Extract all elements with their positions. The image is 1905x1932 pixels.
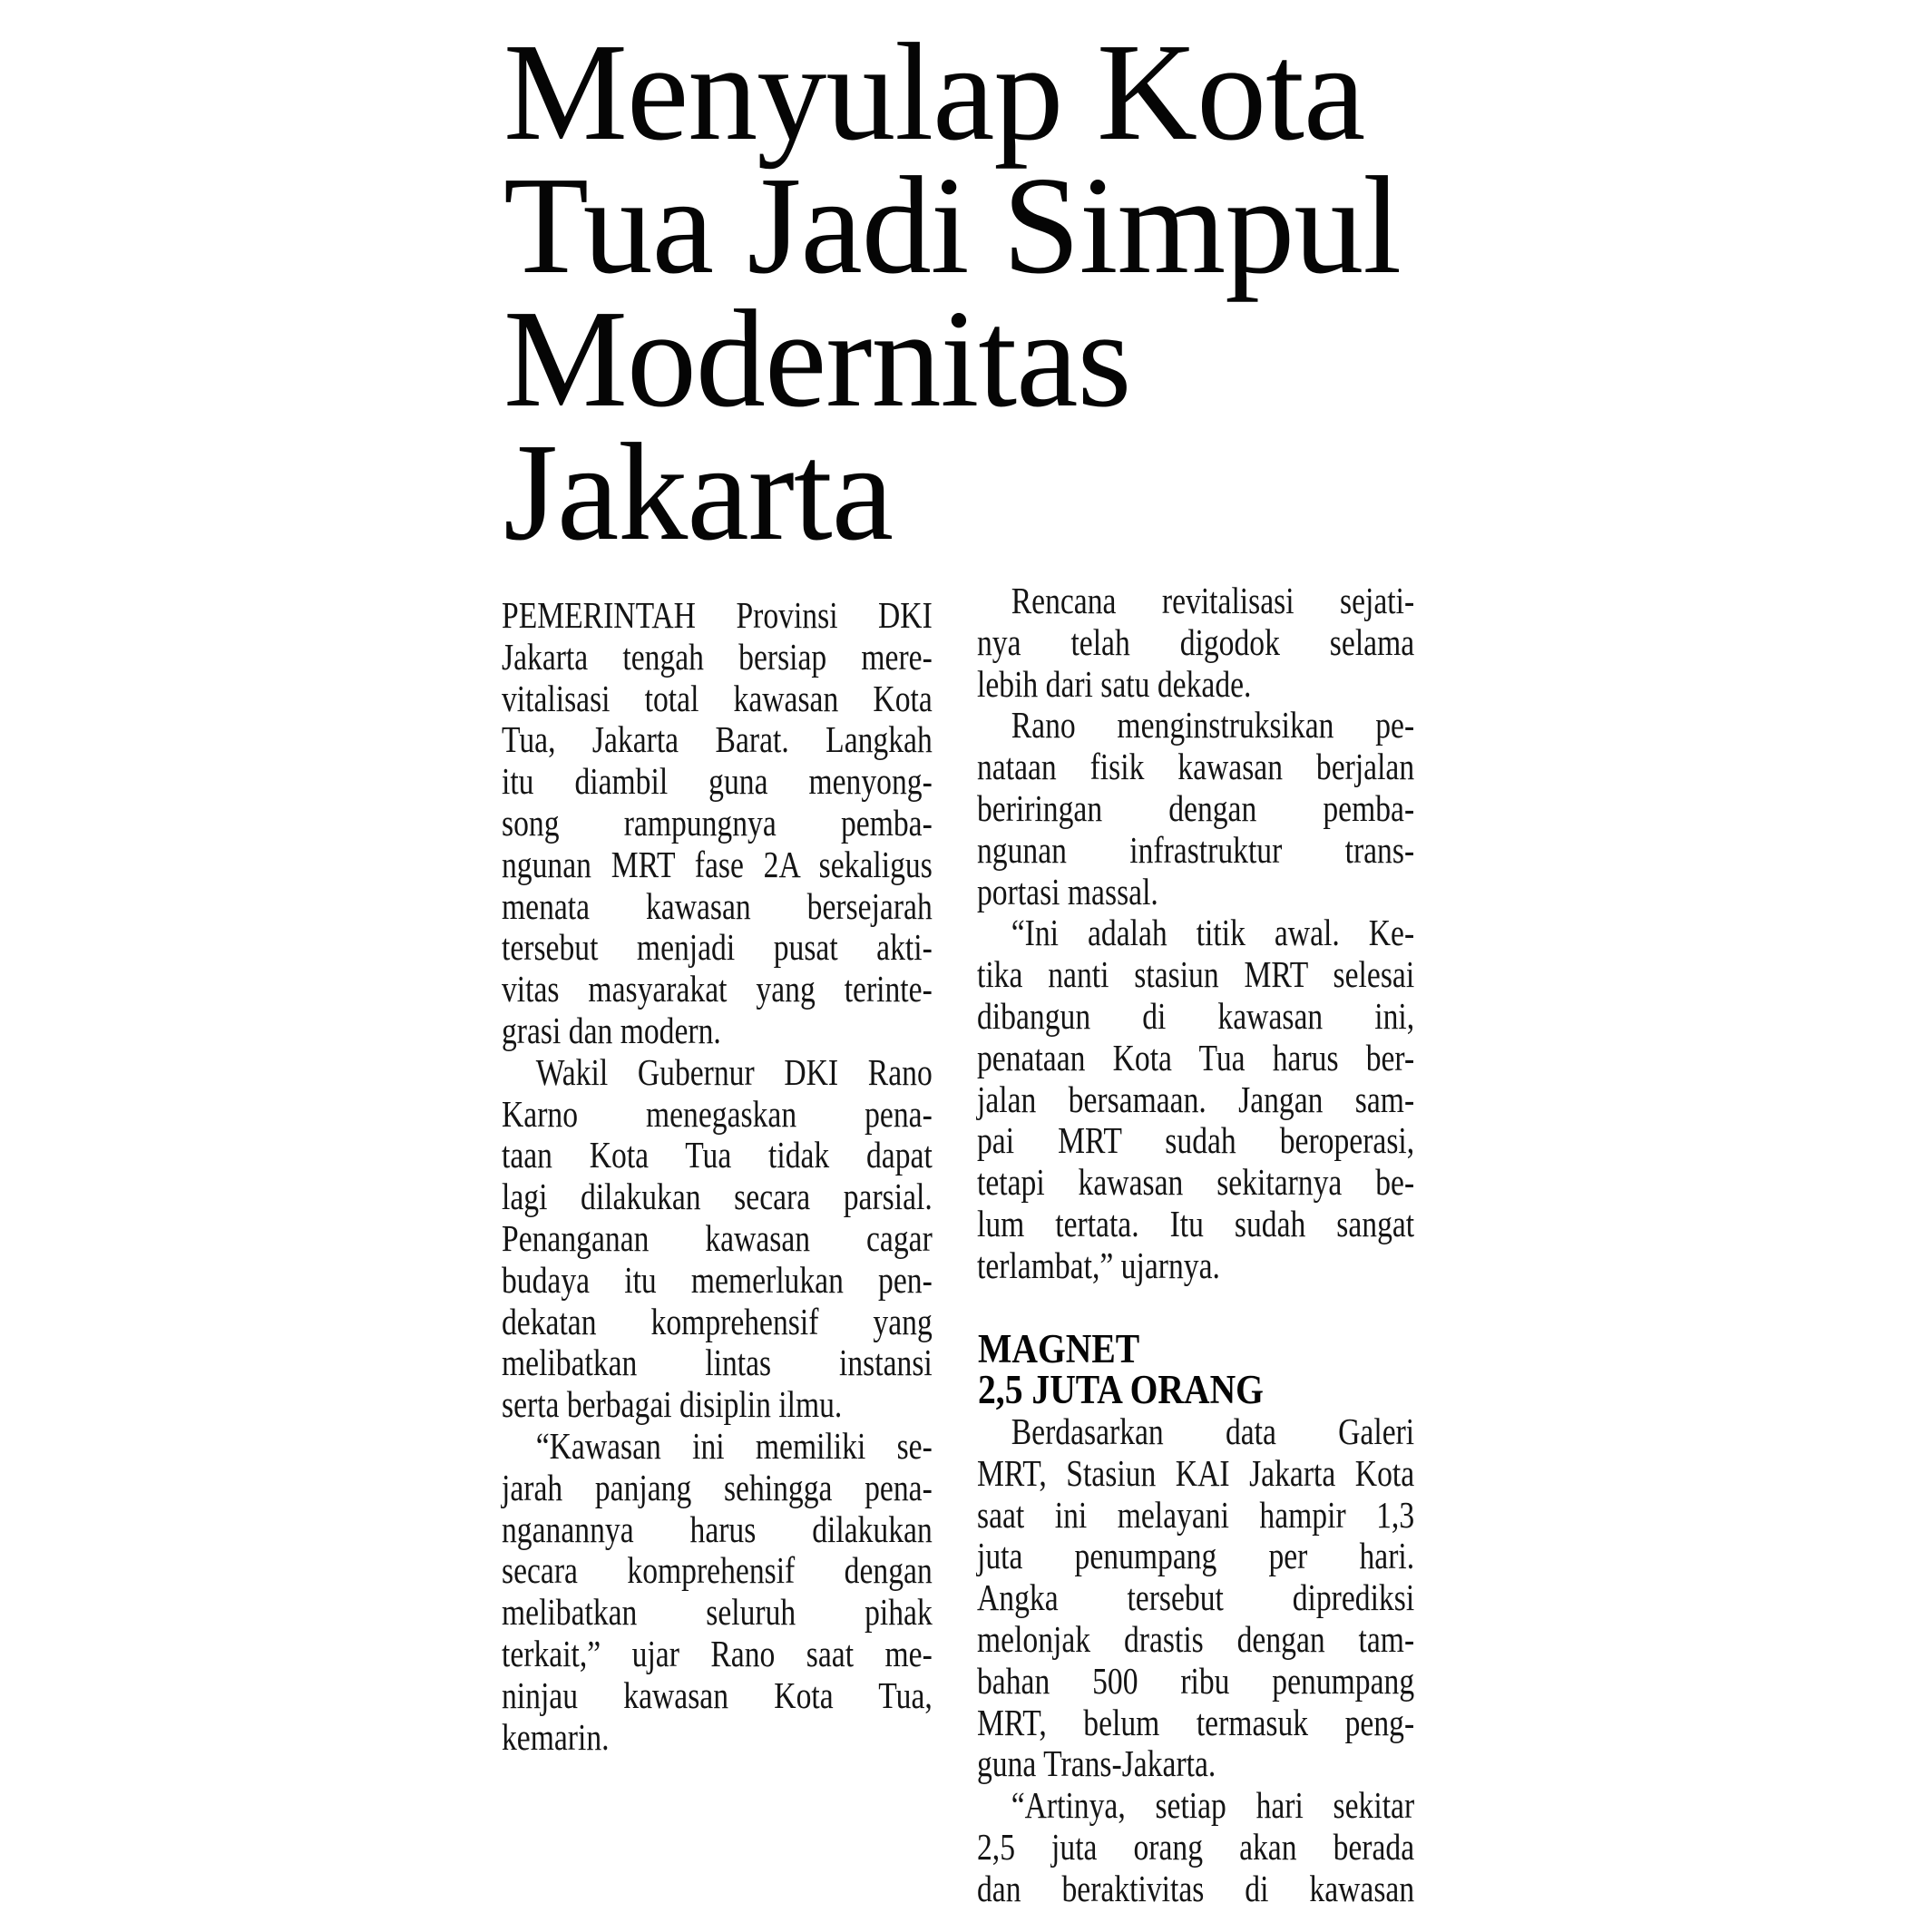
headline-line: Modernitas bbox=[503, 282, 1131, 436]
paragraph-line: “Artinya, setiap hari sekitar bbox=[1011, 1784, 1415, 1827]
paragraph-line: budaya itu memerlukan pen- bbox=[502, 1258, 933, 1301]
paragraph-line: melibatkan seluruh pihak bbox=[502, 1591, 933, 1634]
paragraph-line: bahan 500 ribu penumpang bbox=[977, 1659, 1415, 1702]
paragraph-line: secara komprehensif dengan bbox=[502, 1549, 933, 1592]
article-paragraph bbox=[502, 1426, 933, 1758]
paragraph-line: Angka tersebut diprediksi bbox=[977, 1576, 1415, 1619]
article-paragraph bbox=[977, 581, 1414, 705]
paragraph-line: ngunan MRT fase 2A sekaligus bbox=[502, 843, 933, 885]
paragraph-line: dibangun di kawasan ini, bbox=[977, 994, 1415, 1037]
article-column-2-bottom bbox=[977, 1411, 1414, 1910]
paragraph-line: Wakil Gubernur DKI Rano bbox=[535, 1050, 933, 1093]
paragraph-line: Rano menginstruksikan pe- bbox=[1011, 704, 1415, 746]
article-paragraph bbox=[502, 595, 933, 1052]
subheading-line: 2,5 JUTA ORANG bbox=[978, 1367, 1264, 1412]
paragraph-line: Jakarta tengah bersiap mere- bbox=[502, 635, 933, 678]
paragraph-line: terkait,” ujar Rano saat me- bbox=[502, 1632, 933, 1674]
paragraph-line: pai MRT sudah beroperasi, bbox=[977, 1119, 1415, 1162]
paragraph-line: “Kawasan ini memiliki se- bbox=[535, 1424, 933, 1467]
paragraph-line: nganannya harus dilakukan bbox=[502, 1508, 933, 1550]
paragraph-line: jarah panjang sehingga pena- bbox=[502, 1466, 933, 1508]
article-paragraph bbox=[977, 1411, 1414, 1785]
paragraph-line: beriringan dengan pemba- bbox=[977, 786, 1415, 829]
paragraph-line: “Ini adalah titik awal. Ke- bbox=[1011, 912, 1415, 954]
paragraph-line: grasi dan modern. bbox=[502, 1009, 721, 1051]
paragraph-line: dan beraktivitas di kawasan bbox=[977, 1867, 1415, 1909]
paragraph-line: Karno menegaskan pena- bbox=[502, 1092, 933, 1135]
paragraph-line: melonjak drastis dengan tam- bbox=[977, 1617, 1415, 1660]
paragraph-line: guna Trans-Jakarta. bbox=[977, 1742, 1216, 1785]
paragraph-line: terlambat,” ujarnya. bbox=[977, 1244, 1220, 1286]
paragraph-line: lagi dilakukan secara parsial. bbox=[502, 1176, 933, 1218]
paragraph-line: nataan fisik kawasan berjalan bbox=[977, 746, 1415, 788]
paragraph-line: saat ini melayani hampir 1,3 bbox=[977, 1493, 1415, 1536]
paragraph-line: Tua, Jakarta Barat. Langkah bbox=[502, 718, 933, 761]
headline-line: Menyulap Kota bbox=[503, 15, 1365, 170]
paragraph-line: nya telah digodok selama bbox=[977, 620, 1415, 663]
paragraph-line: 2,5 juta orang akan berada bbox=[977, 1825, 1415, 1868]
paragraph-line: ninjau kawasan Kota Tua, bbox=[502, 1673, 933, 1716]
paragraph-line: Rencana revitalisasi sejati- bbox=[1011, 580, 1415, 621]
article-paragraph bbox=[977, 1785, 1414, 1909]
headline-line: Tua Jadi Simpul bbox=[503, 149, 1402, 303]
paragraph-line: itu diambil guna menyong- bbox=[502, 760, 933, 803]
paragraph-line: MRT, Stasiun KAI Jakarta Kota bbox=[977, 1451, 1415, 1494]
paragraph-line: song rampungnya pemba- bbox=[502, 801, 933, 844]
article-paragraph bbox=[977, 705, 1414, 912]
paragraph-line: vitalisasi total kawasan Kota bbox=[502, 677, 933, 719]
paragraph-line: kemarin. bbox=[502, 1715, 610, 1758]
article-paragraph bbox=[502, 1052, 933, 1426]
paragraph-line: tika nanti stasiun MRT selesai bbox=[977, 953, 1415, 996]
paragraph-line: ngunan infrastruktur trans- bbox=[977, 828, 1415, 871]
paragraph-line: jalan bersamaan. Jangan sam- bbox=[977, 1078, 1415, 1120]
paragraph-line: MRT, belum termasuk peng- bbox=[977, 1701, 1415, 1743]
paragraph-line: lebih dari satu dekade. bbox=[977, 662, 1252, 705]
paragraph-line: vitas masyarakat yang terinte- bbox=[502, 968, 933, 1010]
paragraph-line: Berdasarkan data Galeri bbox=[1011, 1410, 1415, 1452]
paragraph-line: Penanganan kawasan cagar bbox=[502, 1216, 933, 1259]
paragraph-line: lum tertata. Itu sudah sangat bbox=[977, 1202, 1415, 1244]
paragraph-line: juta penumpang per hari. bbox=[977, 1535, 1415, 1577]
article-column-1 bbox=[502, 595, 933, 1758]
headline-line: Jakarta bbox=[503, 415, 894, 570]
paragraph-line: menata kawasan bersejarah bbox=[502, 884, 933, 927]
paragraph-line: dekatan komprehensif yang bbox=[502, 1300, 933, 1342]
paragraph-line: penataan Kota Tua harus ber- bbox=[977, 1036, 1415, 1078]
paragraph-line: serta berbagai disiplin ilmu. bbox=[502, 1383, 843, 1426]
subheading-line: MAGNET bbox=[978, 1326, 1140, 1371]
article-column-2-top bbox=[977, 581, 1414, 1287]
paragraph-line: tetapi kawasan sekitarnya be- bbox=[977, 1161, 1415, 1204]
article-headline bbox=[503, 15, 1501, 570]
paragraph-line: PEMERINTAH Provinsi DKI bbox=[502, 594, 933, 636]
article-paragraph bbox=[977, 912, 1414, 1286]
paragraph-line: tersebut menjadi pusat akti- bbox=[502, 926, 933, 969]
paragraph-line: portasi massal. bbox=[977, 870, 1158, 912]
paragraph-line: melibatkan lintas instansi bbox=[502, 1342, 933, 1384]
paragraph-line: taan Kota Tua tidak dapat bbox=[502, 1134, 933, 1176]
section-subheading bbox=[978, 1326, 1264, 1412]
